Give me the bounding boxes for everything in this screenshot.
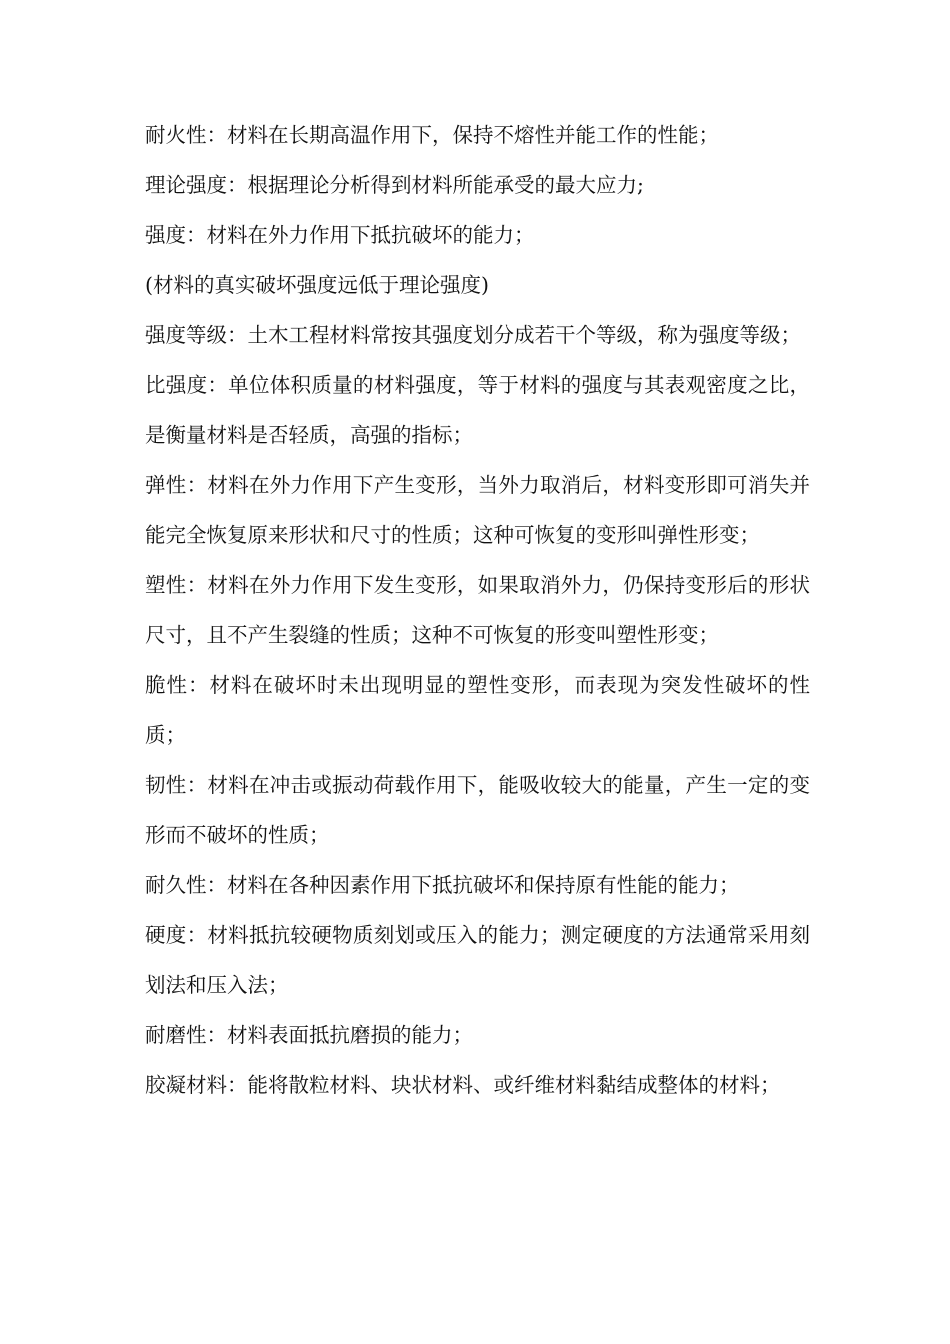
paragraph-plasticity: 塑性：材料在外力作用下发生变形，如果取消外力，仍保持变形后的形状尺寸，且不产生裂缝的性质；这种不可恢复的形变叫塑性形变； xyxy=(145,573,810,647)
paragraph-binding-material: 胶凝材料：能将散粒材料、块状材料、或纤维材料黏结成整体的材料； xyxy=(145,1073,781,1097)
paragraph-strength-note: (材料的真实破坏强度远低于理论强度) xyxy=(145,273,489,297)
document-body xyxy=(145,110,810,1110)
paragraph-hardness: 硬度：材料抵抗较硬物质刻划或压入的能力；测定硬度的方法通常采用刻划法和压入法； xyxy=(145,923,810,997)
paragraph-strength-grade: 强度等级：土木工程材料常按其强度划分成若干个等级，称为强度等级； xyxy=(145,323,801,347)
paragraph-specific-strength: 比强度：单位体积质量的材料强度，等于材料的强度与其表观密度之比，是衡量材料是否轻质，高强的指标； xyxy=(145,373,810,447)
paragraph-wear-resistance: 耐磨性：材料表面抵抗磨损的能力； xyxy=(145,1023,473,1047)
paragraph-toughness: 韧性：材料在冲击或振动荷载作用下，能吸收较大的能量，产生一定的变形而不破坏的性质； xyxy=(145,773,810,847)
paragraph-fire-resistance: 耐火性：材料在长期高温作用下，保持不熔性并能工作的性能； xyxy=(145,123,719,147)
paragraph-elasticity: 弹性：材料在外力作用下产生变形，当外力取消后，材料变形即可消失并能完全恢复原来形状和尺寸的性质；这种可恢复的变形叫弹性形变； xyxy=(145,473,810,547)
paragraph-theoretical-strength: 理论强度：根据理论分析得到材料所能承受的最大应力; xyxy=(145,173,644,197)
paragraph-durability: 耐久性：材料在各种因素作用下抵抗破坏和保持原有性能的能力； xyxy=(145,873,740,897)
paragraph-brittleness: 脆性：材料在破坏时未出现明显的塑性变形，而表现为突发性破坏的性质； xyxy=(145,673,810,747)
paragraph-strength: 强度：材料在外力作用下抵抗破坏的能力； xyxy=(145,223,535,247)
